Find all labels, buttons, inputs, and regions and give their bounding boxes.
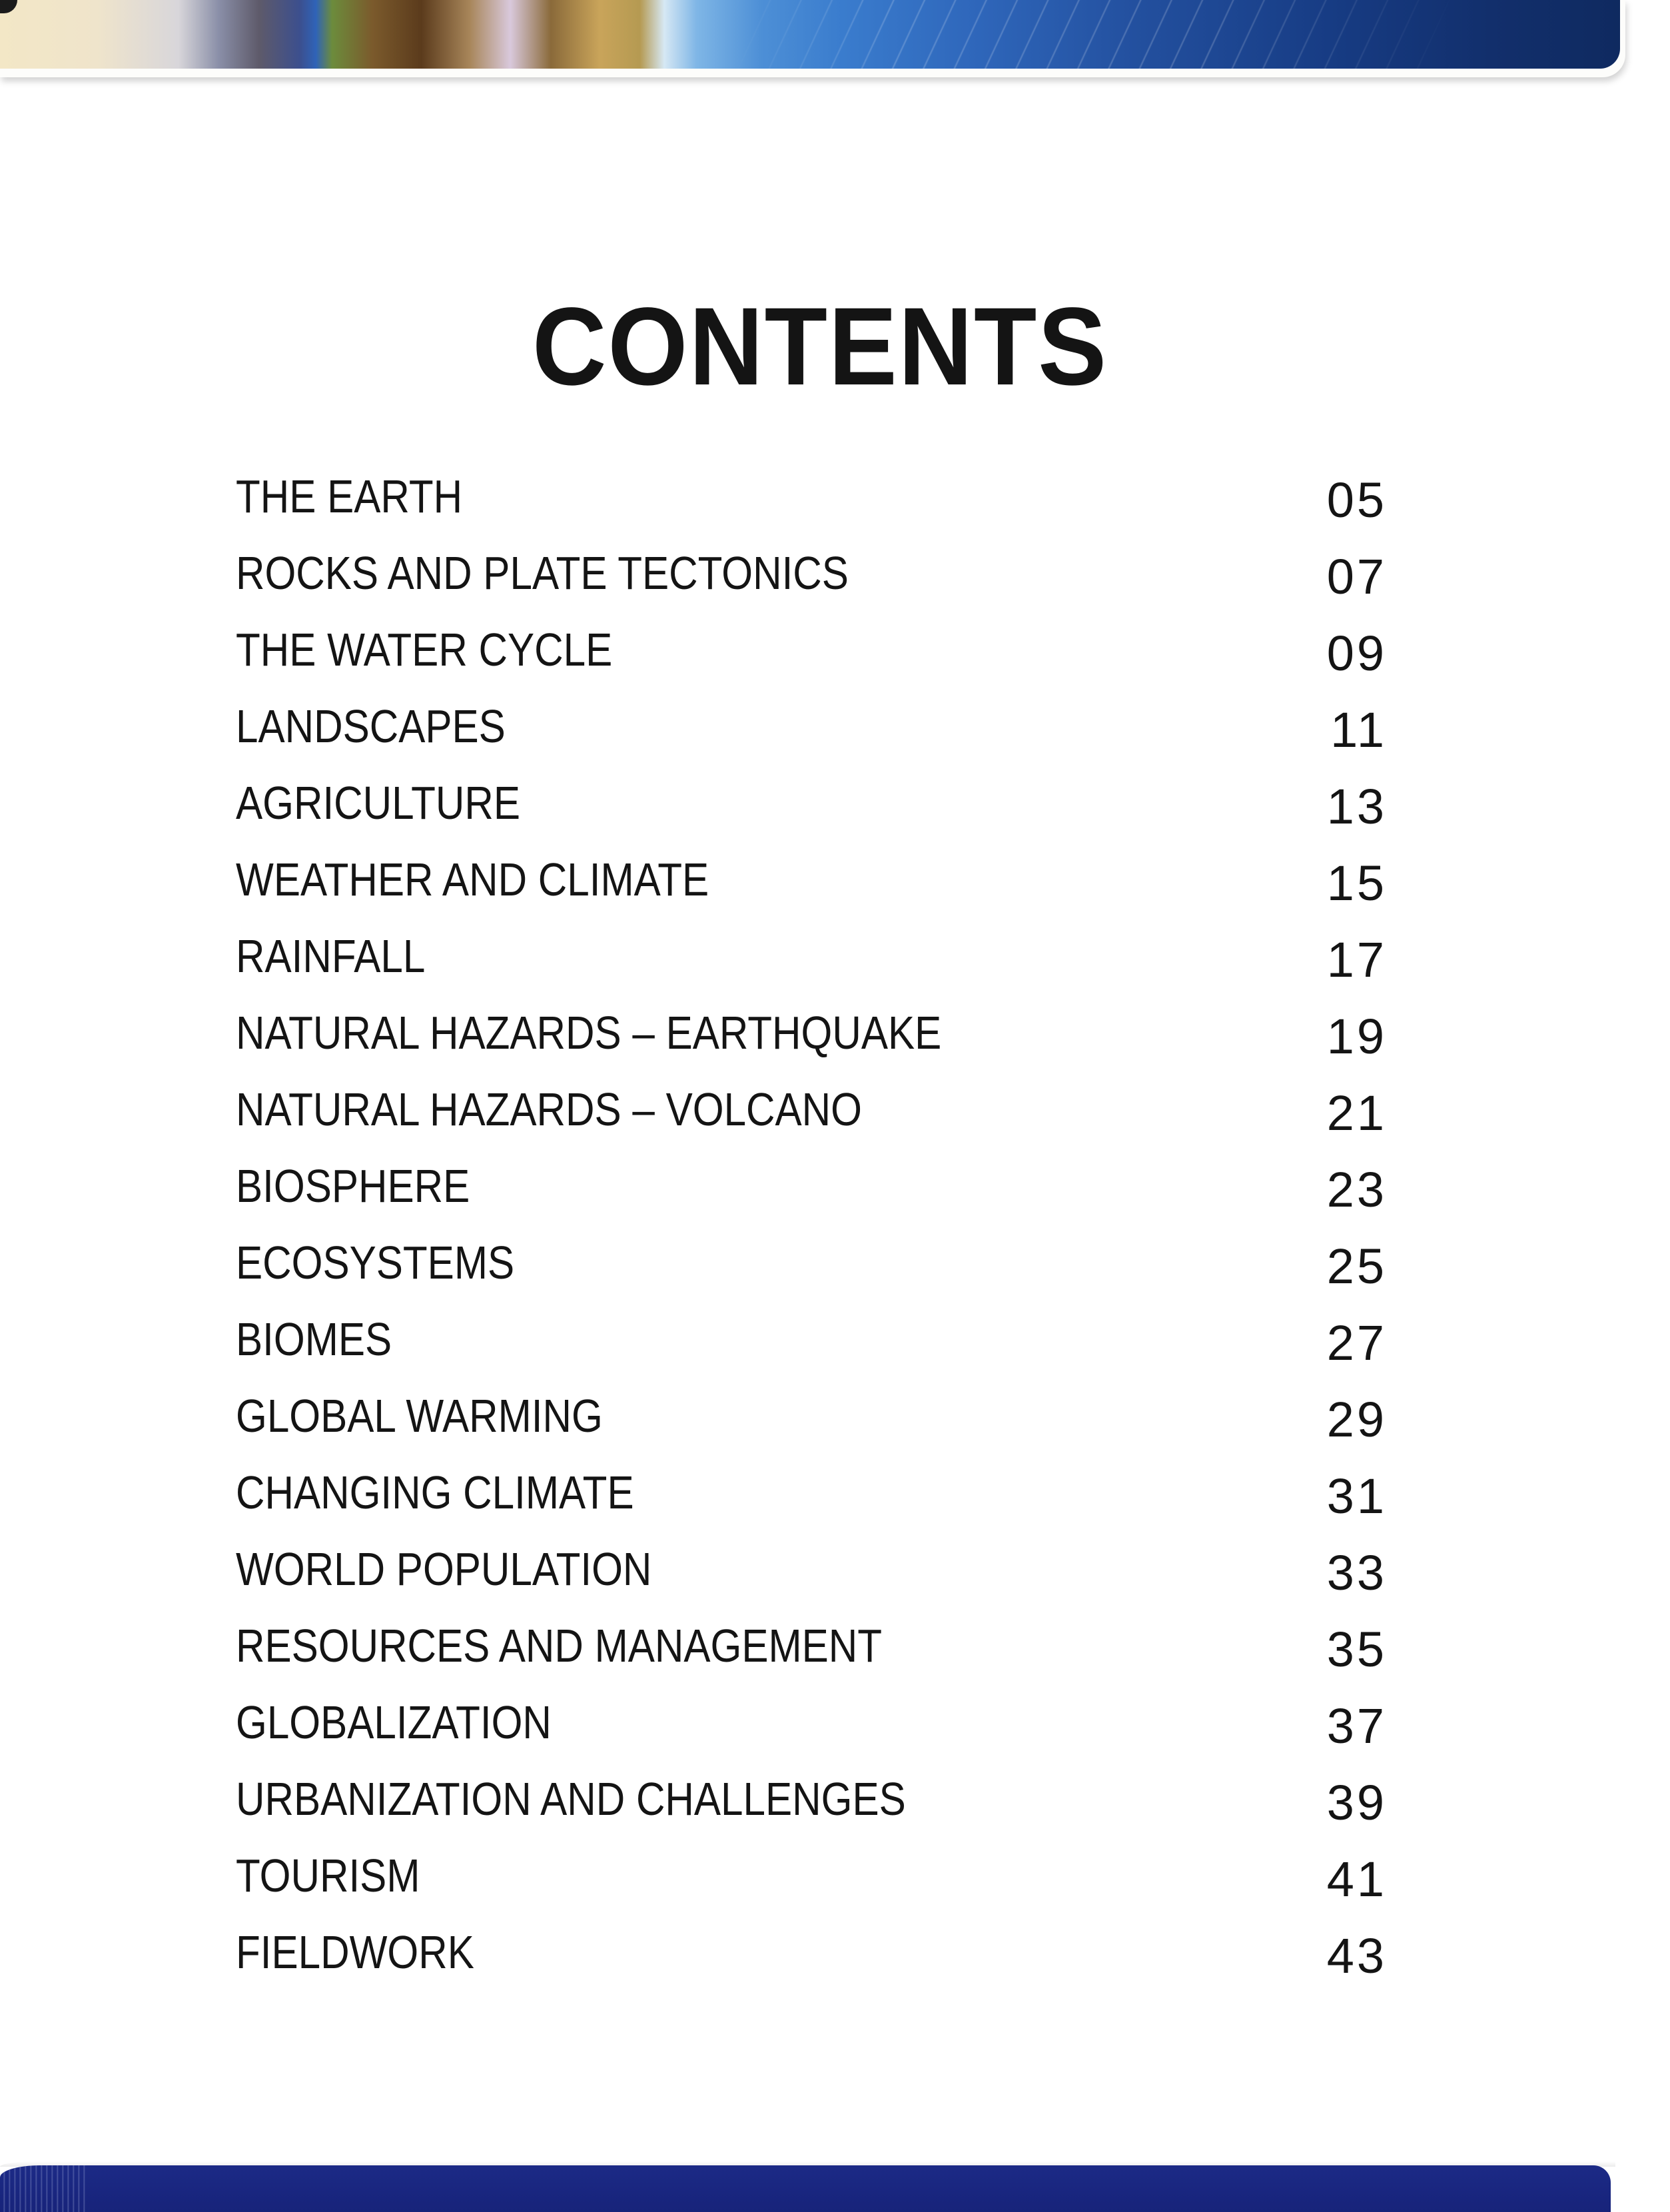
toc-entry-page: 13 (1326, 779, 1387, 834)
toc-entry[interactable] (0, 849, 1670, 909)
toc-entry-title: THE EARTH (236, 470, 463, 522)
toc-entry-title: CHANGING CLIMATE (236, 1466, 634, 1518)
toc-entry[interactable] (0, 1156, 1670, 1216)
toc-entry-title: BIOSPHERE (236, 1160, 470, 1212)
toc-entry-title: GLOBALIZATION (236, 1696, 552, 1748)
toc-entry-page: 23 (1326, 1162, 1387, 1217)
toc-entry-page: 25 (1326, 1239, 1387, 1294)
toc-entry[interactable] (0, 1462, 1670, 1522)
toc-entry-title: WORLD POPULATION (236, 1543, 652, 1595)
toc-entry-page: 07 (1326, 549, 1387, 604)
toc-entry-page: 29 (1326, 1392, 1387, 1447)
toc-entry[interactable] (0, 1616, 1670, 1676)
toc-entry-title: ECOSYSTEMS (236, 1237, 515, 1289)
toc-entry-title: RESOURCES AND MANAGEMENT (236, 1620, 883, 1672)
toc-entry-page: 17 (1326, 932, 1387, 987)
toc-entry[interactable] (0, 1003, 1670, 1063)
toc-entry-title: LANDSCAPES (236, 700, 506, 752)
toc-entry-title: WEATHER AND CLIMATE (236, 853, 709, 905)
toc-entry[interactable] (0, 1079, 1670, 1139)
toc-entry[interactable] (0, 696, 1670, 756)
toc-entry[interactable] (0, 1769, 1670, 1829)
footer-band (0, 2165, 1611, 2212)
toc-entry[interactable] (0, 1386, 1670, 1446)
toc-entry[interactable] (0, 773, 1670, 833)
toc-entry-page: 41 (1326, 1852, 1387, 1907)
toc-entry-title: BIOMES (236, 1313, 392, 1365)
toc-entry-title: FIELDWORK (236, 1926, 474, 1978)
toc-entry-page: 09 (1326, 626, 1387, 681)
toc-entry[interactable] (0, 543, 1670, 603)
toc-entry-title: ROCKS AND PLATE TECTONICS (236, 547, 849, 599)
toc-entry-title: TOURISM (236, 1850, 420, 1902)
page-title: CONTENTS (532, 285, 1108, 408)
toc-entry-page: 11 (1330, 702, 1387, 758)
toc-entry[interactable] (0, 926, 1670, 986)
toc-entry[interactable] (0, 1309, 1670, 1369)
toc-entry-page: 05 (1326, 472, 1387, 528)
toc-entry-page: 31 (1326, 1468, 1387, 1524)
toc-entry-page: 35 (1326, 1622, 1387, 1677)
toc-entry-page: 15 (1326, 855, 1387, 911)
toc-entry-title: THE WATER CYCLE (236, 624, 613, 676)
footer-band-texture (0, 2165, 87, 2212)
toc-entry-page: 21 (1326, 1085, 1387, 1141)
toc-entry-page: 37 (1326, 1698, 1387, 1754)
toc-entry-title: GLOBAL WARMING (236, 1390, 603, 1442)
toc-entry-title: AGRICULTURE (236, 777, 521, 829)
toc-entry[interactable] (0, 1233, 1670, 1293)
toc-entry-title: URBANIZATION AND CHALLENGES (236, 1773, 906, 1825)
toc-entry[interactable] (0, 620, 1670, 680)
toc-entry-title: NATURAL HAZARDS – VOLCANO (236, 1083, 862, 1135)
toc-entry-page: 27 (1326, 1315, 1387, 1371)
toc-entry[interactable] (0, 1692, 1670, 1752)
toc-entry-page: 39 (1326, 1775, 1387, 1830)
toc-entry[interactable] (0, 466, 1670, 526)
toc-entry-page: 19 (1326, 1009, 1387, 1064)
toc-entry-title: RAINFALL (236, 930, 426, 982)
toc-entry-title: NATURAL HAZARDS – EARTHQUAKE (236, 1007, 942, 1059)
toc-entry[interactable] (0, 1539, 1670, 1599)
toc-entry[interactable] (0, 1846, 1670, 1906)
toc-entry-page: 33 (1326, 1545, 1387, 1600)
toc-entry[interactable] (0, 1922, 1670, 1982)
toc-entry-page: 43 (1326, 1928, 1387, 1983)
